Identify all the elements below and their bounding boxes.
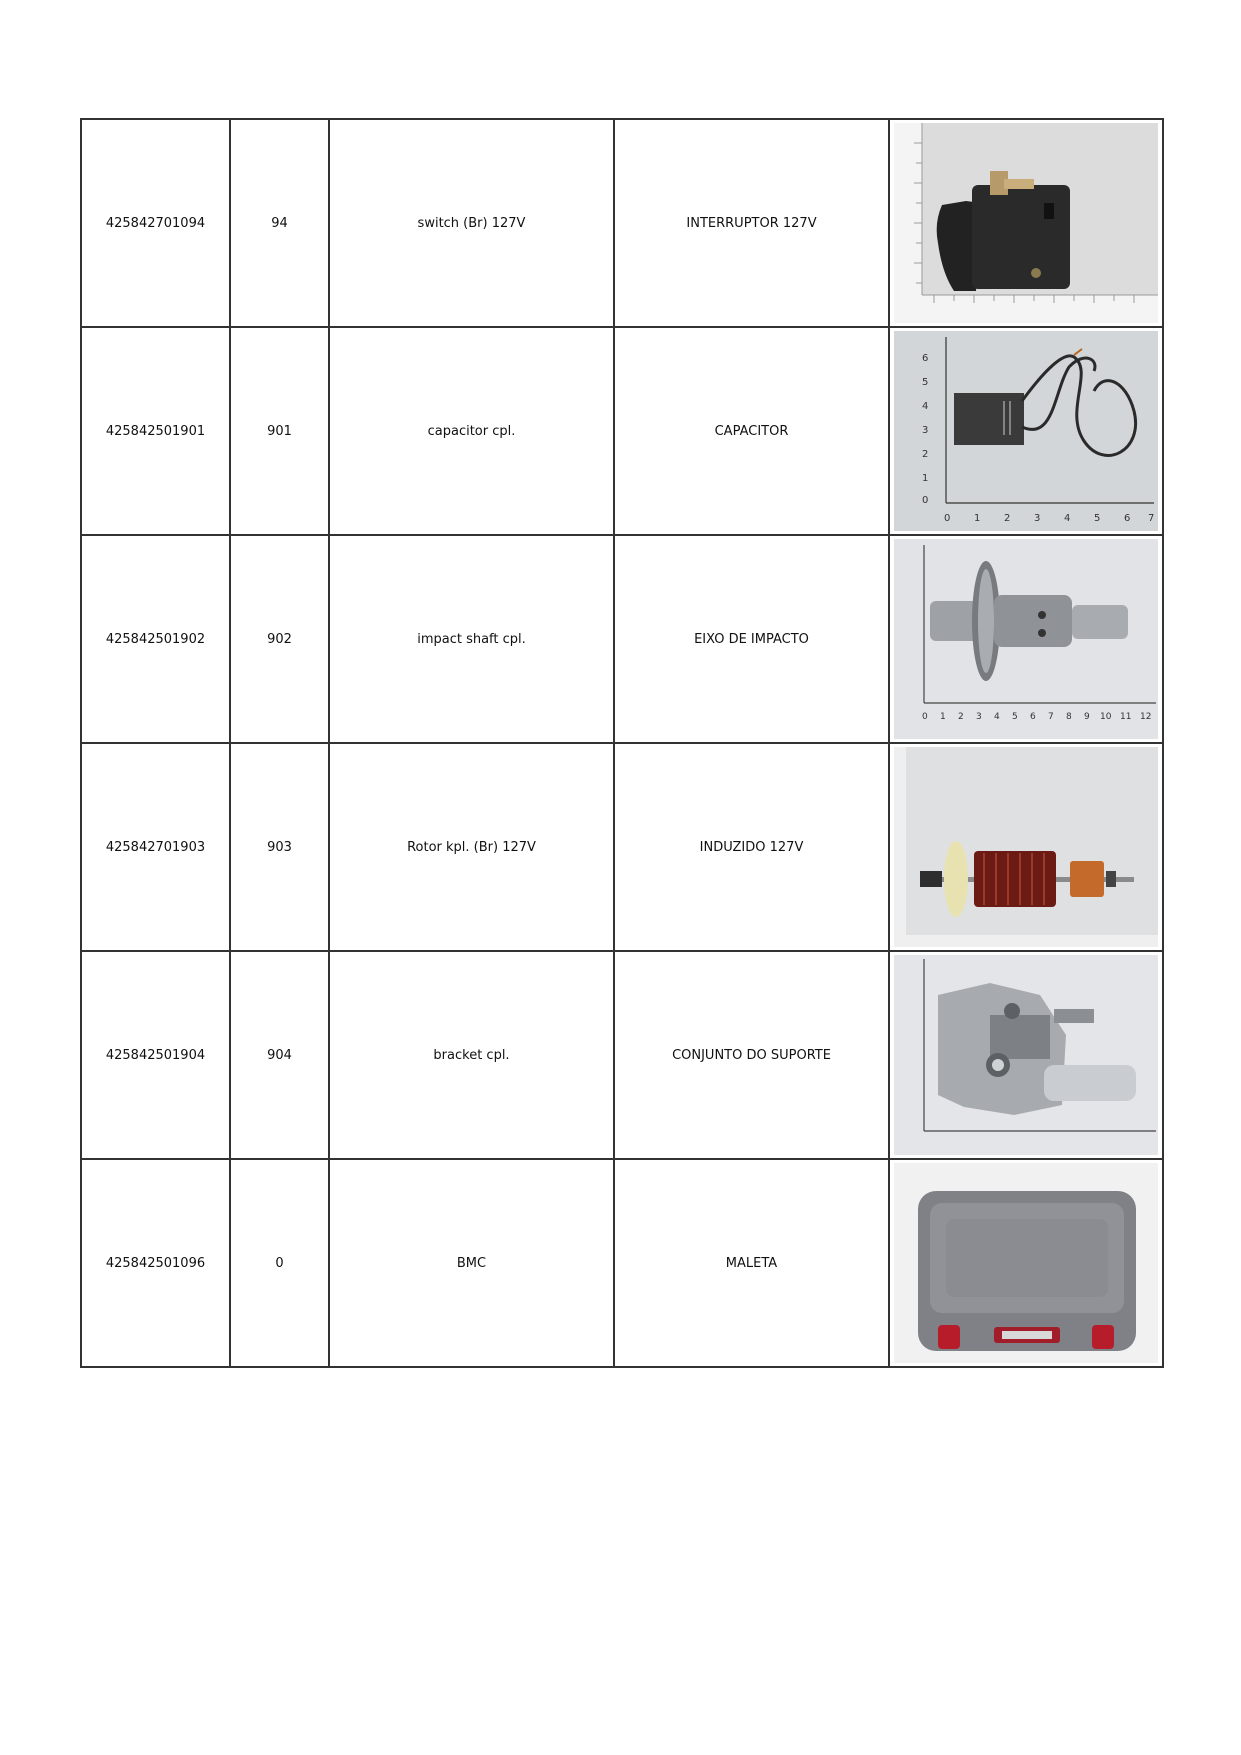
ruler-label: 3 [976, 712, 982, 722]
ruler-label: 6 [1030, 712, 1036, 722]
ruler-label: 7 [1048, 712, 1054, 722]
ruler-label: 8 [1066, 712, 1072, 722]
description-pt: EIXO DE IMPACTO [614, 535, 889, 743]
position-number: 904 [230, 951, 329, 1159]
description-pt: CONJUNTO DO SUPORTE [614, 951, 889, 1159]
table-row [81, 119, 1163, 327]
ruler-label: 5 [1012, 712, 1018, 722]
description-pt: INTERRUPTOR 127V [614, 119, 889, 327]
ruler-label: 12 [1140, 712, 1152, 722]
description-en: switch (Br) 127V [329, 119, 614, 327]
ruler-label: 3 [1034, 513, 1041, 524]
position-number: 903 [230, 743, 329, 951]
part-image-cell [889, 535, 1163, 743]
part-number: 425842501901 [81, 327, 230, 535]
ruler-label: 10 [1100, 712, 1112, 722]
ruler-label: 1 [940, 712, 946, 722]
description-pt: CAPACITOR [614, 327, 889, 535]
part-image-cell [889, 327, 1163, 535]
part-number: 425842501904 [81, 951, 230, 1159]
ruler-label: 6 [1124, 513, 1131, 524]
ruler-label: 2 [1004, 513, 1011, 524]
part-number: 425842701903 [81, 743, 230, 951]
svg-text:3: 3 [922, 425, 929, 436]
part-number: 425842501902 [81, 535, 230, 743]
parts-table [80, 118, 1164, 1368]
description-en: BMC [329, 1159, 614, 1367]
table-row [81, 951, 1163, 1159]
part-number: 425842501096 [81, 1159, 230, 1367]
description-pt: MALETA [614, 1159, 889, 1367]
description-en: capacitor cpl. [329, 327, 614, 535]
case-photo [894, 1163, 1158, 1363]
svg-text:5: 5 [922, 377, 929, 388]
position-number: 901 [230, 327, 329, 535]
part-number: 425842701094 [81, 119, 230, 327]
table-row [81, 743, 1163, 951]
part-image-cell [889, 1159, 1163, 1367]
position-number: 902 [230, 535, 329, 743]
table-row [81, 327, 1163, 535]
description-en: Rotor kpl. (Br) 127V [329, 743, 614, 951]
svg-text:1: 1 [922, 473, 929, 484]
svg-text:0: 0 [922, 495, 929, 506]
ruler-label: 1 [974, 513, 981, 524]
position-number: 94 [230, 119, 329, 327]
ruler-label: 7 [1148, 513, 1155, 524]
ruler-label: 11 [1120, 712, 1132, 722]
part-image-cell [889, 951, 1163, 1159]
ruler-label: 9 [1084, 712, 1090, 722]
switch-photo [894, 123, 1158, 323]
svg-text:4: 4 [922, 401, 929, 412]
ruler-label: 0 [922, 712, 928, 722]
description-pt: INDUZIDO 127V [614, 743, 889, 951]
impact-shaft-photo [894, 539, 1158, 739]
position-number: 0 [230, 1159, 329, 1367]
bracket-photo [894, 955, 1158, 1155]
part-image-cell [889, 119, 1163, 327]
ruler-label: 0 [944, 513, 951, 524]
ruler-label: 4 [1064, 513, 1071, 524]
rotor-photo [894, 747, 1158, 947]
svg-text:2: 2 [922, 449, 929, 460]
ruler-label: 5 [1094, 513, 1101, 524]
part-image-cell [889, 743, 1163, 951]
ruler-label: 4 [994, 712, 1000, 722]
table-row [81, 1159, 1163, 1367]
capacitor-photo [894, 331, 1158, 531]
ruler-label: 2 [958, 712, 964, 722]
table-row [81, 535, 1163, 743]
description-en: impact shaft cpl. [329, 535, 614, 743]
description-en: bracket cpl. [329, 951, 614, 1159]
svg-text:6: 6 [922, 353, 929, 364]
